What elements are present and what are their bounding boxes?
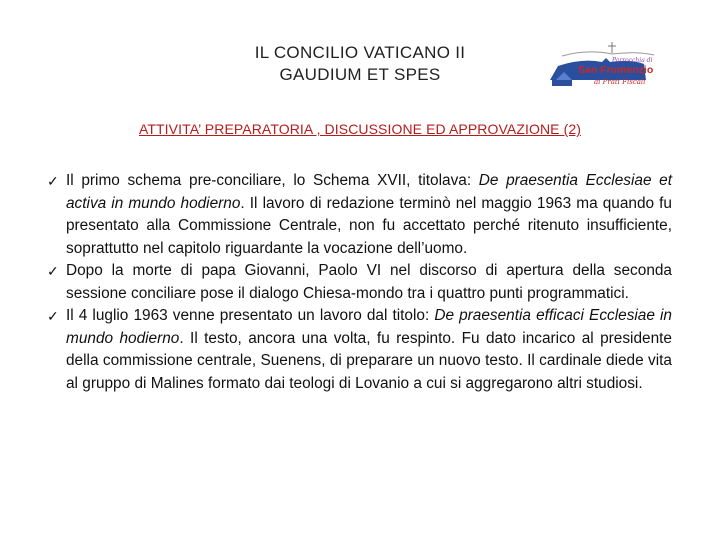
check-icon: ✓ (47, 308, 59, 324)
section-subtitle: ATTIVITA’ PREPARATORIA , DISCUSSIONE ED APPROVAZIONE (2) (138, 121, 581, 137)
title-line-2: GAUDIUM ET SPES (279, 65, 441, 84)
title-line-1: IL CONCILIO VATICANO II (254, 43, 466, 62)
bullet-text: . Il testo, ancora una volta, fu respinto. Fu dato incarico al presidente della commissione centrale, Suenens, di preparare un nuovo testo. Il cardinale diede vita al gruppo di Malines formato dai teologi di Lovanio a cui si aggregarono altri studiosi. (66, 329, 672, 392)
logo-line-bottom: ai Prati Fiscali (594, 78, 646, 86)
parish-logo (542, 40, 667, 90)
check-icon: ✓ (47, 263, 59, 279)
bullet-text: . Il lavoro di redazione terminò nel maggio 1963 ma quando fu presentato alla Commissione Centrale, non fu accettato perché ritenuto insufficiente, soprattutto nel capitolo riguardante la vocazione dell’uomo. (66, 194, 672, 257)
check-icon: ✓ (47, 173, 59, 189)
list-item (47, 305, 672, 395)
list-item (47, 170, 672, 260)
bullet-text-italic: De praesentia efficaci Ecclesiae in mundo hodierno (66, 307, 672, 347)
bullet-text-italic: De praesentia Ecclesiae et activa in mundo hodierno (66, 172, 672, 212)
bullet-text: Il primo schema pre-conciliare, lo Schema XVII, titolava: (66, 172, 479, 189)
slide-title (160, 42, 560, 86)
logo-line-main: San Frumenzio (578, 64, 654, 76)
logo-line-top: Parrocchia di (612, 57, 653, 64)
bullet-text: Il 4 luglio 1963 venne presentato un lavoro dal titolo: (66, 307, 435, 324)
bullet-text: Dopo la morte di papa Giovanni, Paolo VI nel discorso di apertura della seconda sessione conciliare pose il dialogo Chiesa-mondo tra i quattro punti programmatici. (66, 262, 672, 302)
list-item (47, 260, 672, 305)
bullet-list (47, 170, 672, 395)
